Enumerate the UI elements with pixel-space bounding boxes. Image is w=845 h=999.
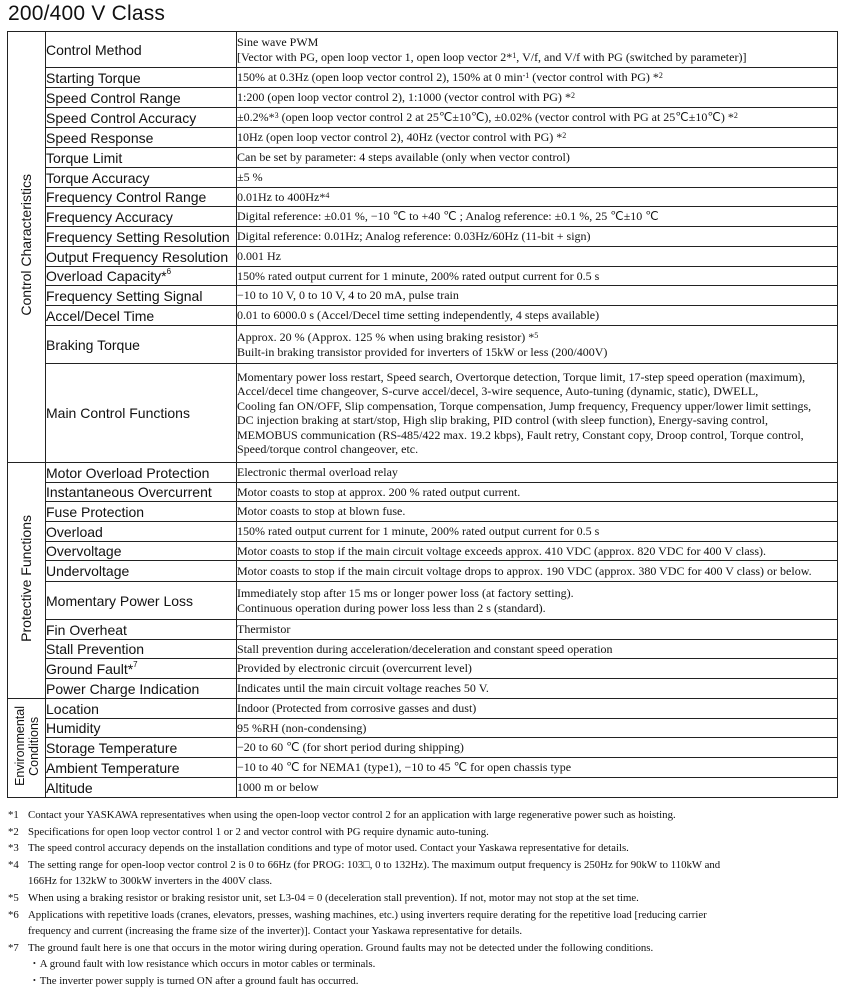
- spec-value: [237, 148, 838, 168]
- spec-label: Motor Overload Protection: [46, 463, 237, 483]
- spec-label: Storage Temperature: [46, 738, 237, 758]
- spec-value-line: −20 to 60 ℃ (for short period during shipping): [237, 740, 464, 755]
- spec-row-ambient-temperature: [8, 758, 838, 778]
- spec-value-line: Can be set by parameter: 4 steps available (only when vector control): [237, 150, 570, 165]
- spec-row-undervoltage: [8, 561, 838, 582]
- spec-value-line: Stall prevention during acceleration/deceleration and constant speed operation: [237, 641, 613, 656]
- spec-value-line: Provided by electronic circuit (overcurrent level): [237, 661, 472, 676]
- spec-value: [237, 719, 838, 738]
- spec-value-line: Built-in braking transistor provided for inverters of 15kW or less (200/400V): [237, 344, 608, 359]
- spec-row-instantaneous-overcurrent: [8, 483, 838, 502]
- spec-value: [237, 128, 838, 148]
- group-header-environmental-conditions: [8, 699, 46, 798]
- spec-row-humidity: [8, 719, 838, 738]
- spec-value: [237, 247, 838, 267]
- spec-row-stall-prevention: [8, 640, 838, 659]
- spec-row-altitude: [8, 778, 838, 798]
- spec-value-line: 150% rated output current for 1 minute, 200% rated output current for 0.5 s: [237, 524, 600, 539]
- spec-value-line: 1:200 (open loop vector control 2), 1:1000 (vector control with PG) *$^2$: [237, 90, 575, 105]
- spec-value: [237, 306, 838, 326]
- footnote-4-cont: [8, 873, 840, 890]
- spec-value-line: Electronic thermal overload relay: [237, 465, 398, 480]
- footnote-mark: *6: [8, 908, 19, 921]
- spec-label: Control Method: [46, 32, 237, 68]
- spec-value-line: MEMOBUS communication (RS-485/422 max. 19.2 kbps), Fault retry, Constant copy, Droop control, Torque control,: [237, 427, 804, 442]
- footnote-4: [8, 857, 840, 874]
- spec-value: [237, 522, 838, 542]
- spec-label: Undervoltage: [46, 561, 237, 582]
- spec-label: Humidity: [46, 719, 237, 738]
- spec-label: Instantaneous Overcurrent: [46, 483, 237, 502]
- spec-value: [237, 286, 838, 306]
- spec-row-main-control-functions: [8, 364, 838, 463]
- footnote-mark: *3: [8, 842, 19, 855]
- spec-label: Frequency Control Range: [46, 188, 237, 207]
- footnote-mark: *5: [8, 891, 19, 904]
- spec-row-accel-decel-time: [8, 306, 838, 326]
- spec-label: Torque Accuracy: [46, 168, 237, 188]
- spec-row-speed-control-range: [8, 88, 838, 108]
- spec-value: [237, 168, 838, 188]
- spec-row-frequency-setting-signal: [8, 286, 838, 306]
- spec-value-line: 95 %RH (non-condensing): [237, 720, 367, 735]
- footnote-text: The speed control accuracy depends on the installation conditions and type of motor used. Contact your Yaskawa representative for details.: [28, 842, 629, 855]
- page-title: 200/400 V Class: [8, 2, 166, 25]
- spec-label: Fin Overheat: [46, 620, 237, 640]
- spec-row-output-frequency-resolution: [8, 247, 838, 267]
- spec-row-torque-accuracy: [8, 168, 838, 188]
- spec-value-line: Thermistor: [237, 622, 291, 637]
- spec-label: Ground Fault*$^7$: [46, 659, 237, 679]
- footnote-mark: [8, 923, 28, 940]
- spec-label: Fuse Protection: [46, 502, 237, 522]
- footnote-7: [8, 940, 840, 957]
- spec-value-line: 1000 m or below: [237, 780, 319, 795]
- spec-row-speed-response: [8, 128, 838, 148]
- spec-row-overload-capacity: [8, 267, 838, 286]
- footnote-mark: *4: [8, 858, 19, 871]
- spec-row-frequency-control-range: [8, 188, 838, 207]
- spec-value-line: Sine wave PWM: [237, 35, 319, 49]
- spec-label: Overload: [46, 522, 237, 542]
- spec-value-line: Speed/torque control changeover, etc.: [237, 442, 419, 456]
- spec-row-overvoltage: [8, 542, 838, 561]
- spec-value-line: Momentary power loss restart, Speed search, Overtorque detection, Torque limit, 17-step speed operation (maximum),: [237, 369, 806, 384]
- spec-value-line: 150% rated output current for 1 minute, 200% rated output current for 0.5 s: [237, 268, 600, 283]
- spec-row-motor-overload-protection: [8, 463, 838, 483]
- footnote-text: Specifications for open loop vector control 1 or 2 and vector control with PG require dynamic auto-tuning.: [28, 825, 489, 838]
- footnote-mark: *1: [8, 809, 19, 821]
- spec-value: [237, 326, 838, 364]
- footnote-bullet: ・A ground fault with low resistance which occurs in motor cables or terminals.: [29, 958, 376, 971]
- spec-value-line: Digital reference: ±0.01 %, −10 ℃ to +40 ℃ ; Analog reference: ±0.1 %, 25 ℃±10 ℃: [237, 209, 659, 224]
- spec-value-line: Motor coasts to stop if the main circuit voltage exceeds approx. 410 VDC (approx. 820 VDC for 400 V class).: [237, 543, 767, 558]
- spec-value: [237, 32, 838, 68]
- spec-row-frequency-setting-resolution: [8, 227, 838, 247]
- spec-value: [237, 364, 838, 463]
- footnote-6: [8, 907, 840, 924]
- spec-label: Frequency Accuracy: [46, 207, 237, 227]
- spec-value-line: 10Hz (open loop vector control 2), 40Hz (vector control with PG) *$^2$: [237, 130, 567, 145]
- spec-value: [237, 207, 838, 227]
- footnote-5: [8, 890, 840, 907]
- spec-value: [237, 108, 838, 128]
- spec-value: [237, 778, 838, 798]
- spec-label: Power Charge Indication: [46, 679, 237, 699]
- spec-value: [237, 88, 838, 108]
- footnote-bullet: ・The inverter power supply is turned ON after a ground fault has occurred.: [29, 974, 359, 987]
- spec-row-location: [8, 699, 838, 719]
- spec-row-torque-limit: [8, 148, 838, 168]
- group-label: Control Characteristics: [18, 173, 34, 316]
- footnote-text: When using a braking resistor or braking resistor unit, set L3-04 = 0 (deceleration stall prevention). If not, motor may not stop at the set time.: [28, 891, 639, 904]
- footnote-text: The setting range for open-loop vector control 2 is 0 to 66Hz (for PROG: 103□, 0 to 132Hz). The maximum output frequency is 250Hz for 90kW to 110kW and: [28, 858, 721, 871]
- spec-row-frequency-accuracy: [8, 207, 838, 227]
- spec-row-fuse-protection: [8, 502, 838, 522]
- spec-value: [237, 463, 838, 483]
- spec-value-line: Cooling fan ON/OFF, Slip compensation, Torque compensation, Jump frequency, Frequency upper/lower limit settings,: [237, 398, 812, 413]
- spec-label: Overvoltage: [46, 542, 237, 561]
- spec-label: Altitude: [46, 778, 237, 798]
- spec-value: [237, 738, 838, 758]
- spec-label: Output Frequency Resolution: [46, 247, 237, 267]
- footnote-mark: *2: [8, 825, 19, 838]
- spec-value: [237, 483, 838, 502]
- spec-value-line: 0.001 Hz: [237, 249, 281, 264]
- spec-label: Location: [46, 699, 237, 719]
- spec-label: Speed Response: [46, 128, 237, 148]
- spec-value-line: DC injection braking at start/stop, High slip braking, PID control (with sleep function), Energy-saving control,: [237, 413, 769, 427]
- spec-row-fin-overheat: [8, 620, 838, 640]
- spec-row-storage-temperature: [8, 738, 838, 758]
- spec-value: [237, 561, 838, 582]
- spec-value-line: −10 to 10 V, 0 to 10 V, 4 to 20 mA, pulse train: [237, 288, 459, 303]
- spec-value: [237, 227, 838, 247]
- spec-label: Accel/Decel Time: [46, 306, 237, 326]
- footnotes: [8, 807, 840, 990]
- spec-value-line: [Vector with PG, open loop vector 1, open loop vector 2*$^1$, V/f, and V/f with PG (switched by parameter)]: [237, 49, 747, 64]
- spec-value-line: ±0.2%*$^3$ (open loop vector control 2 at 25℃±10℃), ±0.02% (vector control with PG at 25℃±10℃) *$^2$: [237, 110, 738, 125]
- spec-row-power-charge-indication: [8, 679, 838, 699]
- spec-label: Overload Capacity*$^6$: [46, 267, 237, 286]
- spec-value: [237, 659, 838, 679]
- spec-value: [237, 267, 838, 286]
- group-label: Protective Functions: [18, 514, 34, 642]
- spec-label: Torque Limit: [46, 148, 237, 168]
- spec-value-line: −10 to 40 ℃ for NEMA1 (type1), −10 to 45 ℃ for open chassis type: [237, 760, 572, 775]
- spec-value-line: Motor coasts to stop if the main circuit voltage drops to approx. 190 VDC (approx. 380 VDC for 400 V class) or below.: [237, 563, 812, 578]
- spec-value-line: Indoor (Protected from corrosive gasses and dust): [237, 701, 477, 716]
- spec-label: Frequency Setting Resolution: [46, 227, 237, 247]
- footnote-1: [8, 807, 840, 824]
- spec-label: Frequency Setting Signal: [46, 286, 237, 306]
- spec-value: [237, 699, 838, 719]
- spec-value-line: Digital reference: 0.01Hz; Analog reference: 0.03Hz/60Hz (11-bit + sign): [237, 229, 591, 244]
- spec-value: [237, 68, 838, 88]
- spec-row-overload: [8, 522, 838, 542]
- spec-value: [237, 679, 838, 699]
- spec-label: Main Control Functions: [46, 364, 237, 463]
- footnote-2: [8, 824, 840, 841]
- footnote-text: frequency and current (increasing the frame size of the inverter)]. Contact your Yaskawa representative for details.: [28, 925, 523, 938]
- spec-value: [237, 640, 838, 659]
- spec-table: [7, 31, 838, 798]
- spec-label: Speed Control Accuracy: [46, 108, 237, 128]
- spec-label: Starting Torque: [46, 68, 237, 88]
- spec-label: Stall Prevention: [46, 640, 237, 659]
- footnote-mark: *7: [8, 941, 19, 954]
- spec-label: Momentary Power Loss: [46, 582, 237, 620]
- spec-row-speed-control-accuracy: [8, 108, 838, 128]
- footnote-3: [8, 840, 840, 857]
- spec-value-line: Motor coasts to stop at blown fuse.: [237, 504, 406, 519]
- spec-value-line: 150% at 0.3Hz (open loop vector control 2), 150% at 0 $\min^{-1}$ (vector control with PG) *$^2$: [237, 70, 663, 85]
- footnote-text: Contact your YASKAWA representatives when using the open-loop vector control 2 for an application with large regenerative power such as hoisting.: [28, 809, 676, 821]
- footnote-mark: [8, 873, 28, 890]
- footnote-6-cont: [8, 923, 840, 940]
- spec-value-line: 0.01 to 6000.0 s (Accel/Decel time setting independently, 4 steps available): [237, 308, 600, 323]
- spec-value: [237, 620, 838, 640]
- spec-value-line: Indicates until the main circuit voltage reaches 50 V.: [237, 681, 489, 696]
- spec-label: Braking Torque: [46, 326, 237, 364]
- footnote-text: 166Hz for 132kW to 300kW inverters in the 400V class.: [28, 875, 273, 888]
- spec-row-momentary-power-loss: [8, 582, 838, 620]
- footnote-text: The ground fault here is one that occurs in the motor wiring during operation. Ground faults may not be detected under the following conditions.: [28, 941, 654, 954]
- spec-value-line: 0.01Hz to 400Hz*$^4$: [237, 189, 330, 204]
- footnote-text: Applications with repetitive loads (cranes, elevators, presses, washing machines, etc.) using inverters require derating for the repetitive load [reducing carrier: [28, 908, 707, 921]
- spec-value-line: ±5 %: [237, 170, 263, 185]
- spec-value: [237, 188, 838, 207]
- spec-row-ground-fault: [8, 659, 838, 679]
- spec-row-control-method: [8, 32, 838, 68]
- group-label: Environmental Conditions: [12, 705, 41, 786]
- spec-value: [237, 758, 838, 778]
- spec-row-braking-torque: [8, 326, 838, 364]
- group-header-control-characteristics: [8, 32, 46, 463]
- spec-value: [237, 542, 838, 561]
- spec-label: Ambient Temperature: [46, 758, 237, 778]
- spec-value-line: Motor coasts to stop at approx. 200 % rated output current.: [237, 484, 521, 499]
- spec-value: [237, 502, 838, 522]
- spec-value: [237, 582, 838, 620]
- spec-value-line: Immediately stop after 15 ms or longer power loss (at factory setting).: [237, 586, 574, 600]
- spec-value-line: Accel/decel time changeover, S-curve accel/decel, 3-wire sequence, Auto-tuning (dynamic, static), DWELL,: [237, 384, 759, 398]
- spec-row-starting-torque: [8, 68, 838, 88]
- group-header-protective-functions: [8, 463, 46, 699]
- spec-value-line: Approx. 20 % (Approx. 125 % when using braking resistor) *$^5$: [237, 330, 539, 344]
- spec-label: Speed Control Range: [46, 88, 237, 108]
- spec-value-line: Continuous operation during power loss less than 2 s (standard).: [237, 600, 546, 615]
